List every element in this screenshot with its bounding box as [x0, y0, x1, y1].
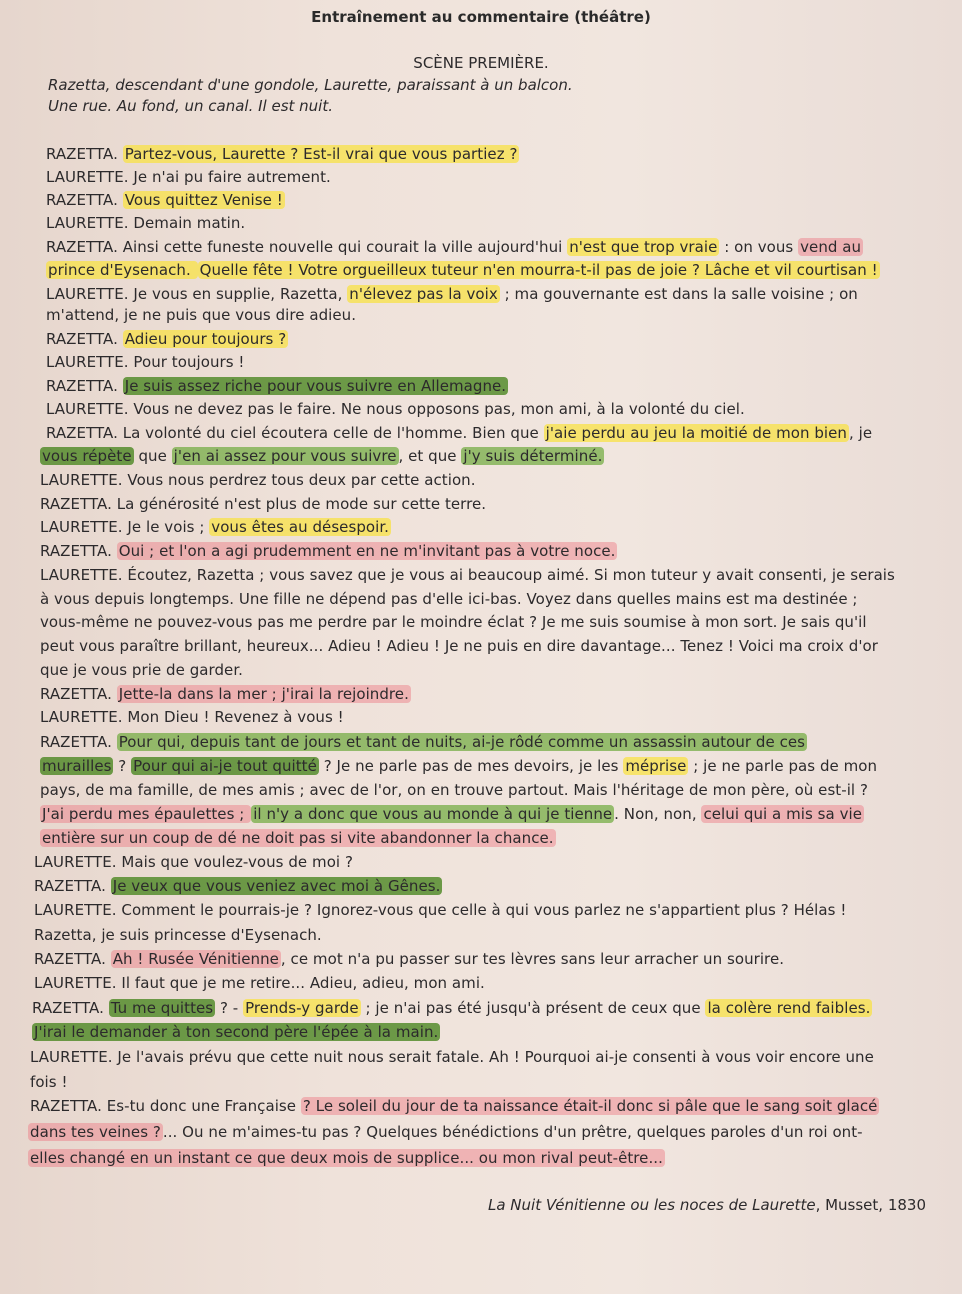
dialogue-line: peut vous paraître brillant, heureux... Adieu ! Adieu ! Je ne puis en dire davantage... Tenez ! Voici ma croix d'or: [40, 637, 878, 655]
highlight-yellow: j'aie perdu au jeu la moitié de mon bien: [545, 424, 847, 442]
dialogue-line: [32, 1021, 904, 1044]
page-title: Entraînement au commentaire (théâtre): [311, 8, 651, 26]
text: RAZETTA. La volonté du ciel écoutera celle de l'homme. Bien que: [46, 424, 544, 442]
highlight-pink: dans tes veines ?: [30, 1123, 161, 1141]
text: LAURETTE. Je le vois ;: [40, 518, 210, 536]
dialogue-line: LAURETTE. Comment le pourrais-je ? Ignorez-vous que celle à qui vous parlez ne s'appartient plus ? Hélas !: [34, 901, 847, 919]
dialogue-line: LAURETTE. Mais que voulez-vous de moi ?: [34, 853, 353, 871]
dialogue-line: [30, 1095, 902, 1118]
text: RAZETTA. Es-tu donc une Française: [30, 1097, 301, 1115]
dialogue-line: à vous depuis longtemps. Une fille ne dépend pas d'elle ici-bas. Voyez dans quelles mains est ma destinée ;: [40, 590, 858, 608]
speaker-text: RAZETTA.: [32, 999, 109, 1017]
highlight-yellow: Partez-vous, Laurette ? Est-il vrai que vous partiez ?: [124, 145, 518, 163]
highlight-yellow: n'élevez pas la voix: [349, 285, 498, 303]
highlight-green: Tu me quittes: [110, 999, 214, 1017]
dialogue-line: [46, 328, 918, 351]
text: , et que: [398, 447, 462, 465]
highlight-green: J'irai le demander à ton second père l'épée à la main.: [34, 1023, 439, 1041]
highlight-yellow: la colère rend faibles.: [707, 999, 871, 1017]
speaker-text: RAZETTA.: [46, 330, 123, 348]
dialogue-line: [40, 516, 912, 539]
highlight-yellow: Vous quittez Venise !: [124, 191, 283, 209]
speaker-text: RAZETTA.: [40, 542, 117, 560]
dialogue-line: RAZETTA. La générosité n'est plus de mode sur cette terre.: [40, 495, 487, 513]
highlight-yellow: méprise: [625, 757, 687, 775]
dialogue-line: [40, 803, 912, 826]
highlight-yellow: vous êtes au désespoir.: [211, 518, 389, 536]
stage-direction: Razetta, descendant d'une gondole, Laurette, paraissant à un balcon.: [48, 76, 573, 94]
highlight-pink: Jette-la dans la mer ; j'irai la rejoindre.: [118, 685, 409, 703]
source-title: La Nuit Vénitienne ou les noces de Laurette: [487, 1196, 816, 1214]
text: ; ma gouvernante est dans la salle voisine ; on: [499, 285, 858, 303]
highlight-green: Je suis assez riche pour vous suivre en Allemagne.: [124, 377, 507, 395]
dialogue-line: [46, 259, 918, 282]
text: ? Je ne parle pas de mes devoirs, je les: [318, 757, 624, 775]
dialogue-line: LAURETTE. Vous ne devez pas le faire. Ne nous opposons pas, mon ami, à la volonté du ciel.: [46, 400, 745, 418]
highlight-green: murailles: [42, 757, 112, 775]
source-citation: [488, 1196, 926, 1214]
dialogue-line: vous-même ne pouvez-vous pas me perdre par le moindre éclat ? Je me suis soumise à mon sort. Je sais qu'il: [40, 613, 867, 631]
speaker-text: RAZETTA.: [46, 145, 123, 163]
highlight-pink: entière sur un coup de dé ne doit pas si vite abandonner la chance.: [42, 829, 554, 847]
dialogue-line: [32, 997, 904, 1020]
dialogue-line: LAURETTE. Il faut que je me retire... Adieu, adieu, mon ami.: [34, 974, 485, 992]
speaker-text: RAZETTA.: [34, 950, 111, 968]
dialogue-line: LAURETTE. Je n'ai pu faire autrement.: [46, 168, 331, 186]
dialogue-line: [46, 375, 918, 398]
dialogue-line: [28, 1147, 900, 1170]
highlight-pink: J'ai perdu mes épaulettes ;: [42, 805, 250, 823]
text: que: [133, 447, 172, 465]
dialogue-line: [40, 445, 912, 468]
highlight-pink: elles changé en un instant ce que deux mois de supplice... ou mon rival peut-être...: [30, 1149, 663, 1167]
stage-direction: Une rue. Au fond, un canal. Il est nuit.: [48, 97, 333, 115]
highlight-green: j'en ai assez pour vous suivre: [173, 447, 397, 465]
text: ? -: [215, 999, 244, 1017]
highlight-pink: celui qui a mis sa vie: [703, 805, 863, 823]
dialogue-line: m'attend, je ne puis que vous dire adieu.: [46, 306, 357, 324]
highlight-green: j'y suis déterminé.: [463, 447, 603, 465]
text: . Non, non,: [614, 805, 702, 823]
dialogue-line: que je vous prie de garder.: [40, 661, 243, 679]
dialogue-line: LAURETTE. Vous nous perdrez tous deux par cette action.: [40, 471, 476, 489]
highlight-pink: vend au: [800, 238, 862, 256]
dialogue-line: [40, 540, 912, 563]
speaker-text: RAZETTA.: [46, 377, 123, 395]
dialogue-line: pays, de ma famille, de mes amis ; avec de l'or, on en trouve partout. Mais l'héritage de mon père, où est-il ?: [40, 781, 868, 799]
dialogue-line: [40, 827, 912, 850]
dialogue-line: LAURETTE. Demain matin.: [46, 214, 246, 232]
text: RAZETTA. Ainsi cette funeste nouvelle qui courait la ville aujourd'hui: [46, 238, 568, 256]
text: , je: [848, 424, 873, 442]
text: LAURETTE. Je vous en supplie, Razetta,: [46, 285, 348, 303]
highlight-pink: ? Le soleil du jour de ta naissance était-il donc si pâle que le sang soit glacé: [302, 1097, 878, 1115]
text: : on vous: [719, 238, 799, 256]
dialogue-line: [46, 283, 918, 306]
dialogue-line: [46, 189, 918, 212]
dialogue-line: LAURETTE. Pour toujours !: [46, 353, 245, 371]
highlight-green: il n'y a donc que vous au monde à qui je tienne: [253, 805, 613, 823]
highlight-yellow: prince d'Eysenach.: [48, 261, 196, 279]
text: , ce mot n'a pu passer sur tes lèvres sans leur arracher un sourire.: [280, 950, 785, 968]
dialogue-line: [46, 236, 918, 259]
speaker-text: RAZETTA.: [34, 877, 111, 895]
text: ; je ne parle pas de mon: [688, 757, 878, 775]
dialogue-line: [34, 875, 906, 898]
speaker-text: RAZETTA.: [40, 685, 117, 703]
dialogue-line: [46, 143, 918, 166]
highlight-green: Je veux que vous veniez avec moi à Gênes.: [112, 877, 441, 895]
dialogue-line: LAURETTE. Mon Dieu ! Revenez à vous !: [40, 708, 344, 726]
text: ?: [113, 757, 132, 775]
dialogue-line: [40, 683, 912, 706]
highlight-green: Pour qui, depuis tant de jours et tant de nuits, ai-je rôdé comme un assassin autour de ces: [118, 733, 806, 751]
scene-heading: SCÈNE PREMIÈRE.: [413, 54, 549, 72]
highlight-pink: Oui ; et l'on a agi prudemment en ne m'invitant pas à votre noce.: [118, 542, 616, 560]
dialogue-line: [34, 948, 906, 971]
speaker-text: RAZETTA.: [40, 733, 117, 751]
highlight-yellow: Adieu pour toujours ?: [124, 330, 287, 348]
dialogue-line: Razetta, je suis princesse d'Eysenach.: [34, 926, 322, 944]
text: ... Ou ne m'aimes-tu pas ? Quelques bénédictions d'un prêtre, quelques paroles d'un roi ont-: [162, 1123, 863, 1141]
dialogue-line: LAURETTE. Je l'avais prévu que cette nuit nous serait fatale. Ah ! Pourquoi ai-je consenti à vous voir encore une: [30, 1048, 874, 1066]
highlight-pink: Ah ! Rusée Vénitienne: [112, 950, 279, 968]
dialogue-line: [40, 755, 912, 778]
text: ; je n'ai pas été jusqu'à présent de ceux que: [360, 999, 706, 1017]
highlight-green: vous répète: [42, 447, 132, 465]
speaker-text: RAZETTA.: [46, 191, 123, 209]
dialogue-line: fois !: [30, 1073, 68, 1091]
dialogue-line: [28, 1121, 900, 1144]
dialogue-line: LAURETTE. Écoutez, Razetta ; vous savez que je vous ai beaucoup aimé. Si mon tuteur y avait consenti, je serais: [40, 566, 895, 584]
dialogue-line: [40, 731, 912, 754]
highlight-yellow: Prends-y garde: [245, 999, 359, 1017]
dialogue-line: [46, 422, 918, 445]
highlight-yellow: n'est que trop vraie: [569, 238, 718, 256]
source-details: , Musset, 1830: [815, 1196, 926, 1214]
highlight-yellow: Quelle fête ! Votre orgueilleux tuteur n'en mourra-t-il pas de joie ? Lâche et vil courtisan !: [199, 261, 878, 279]
highlight-green: Pour qui ai-je tout quitté: [133, 757, 317, 775]
